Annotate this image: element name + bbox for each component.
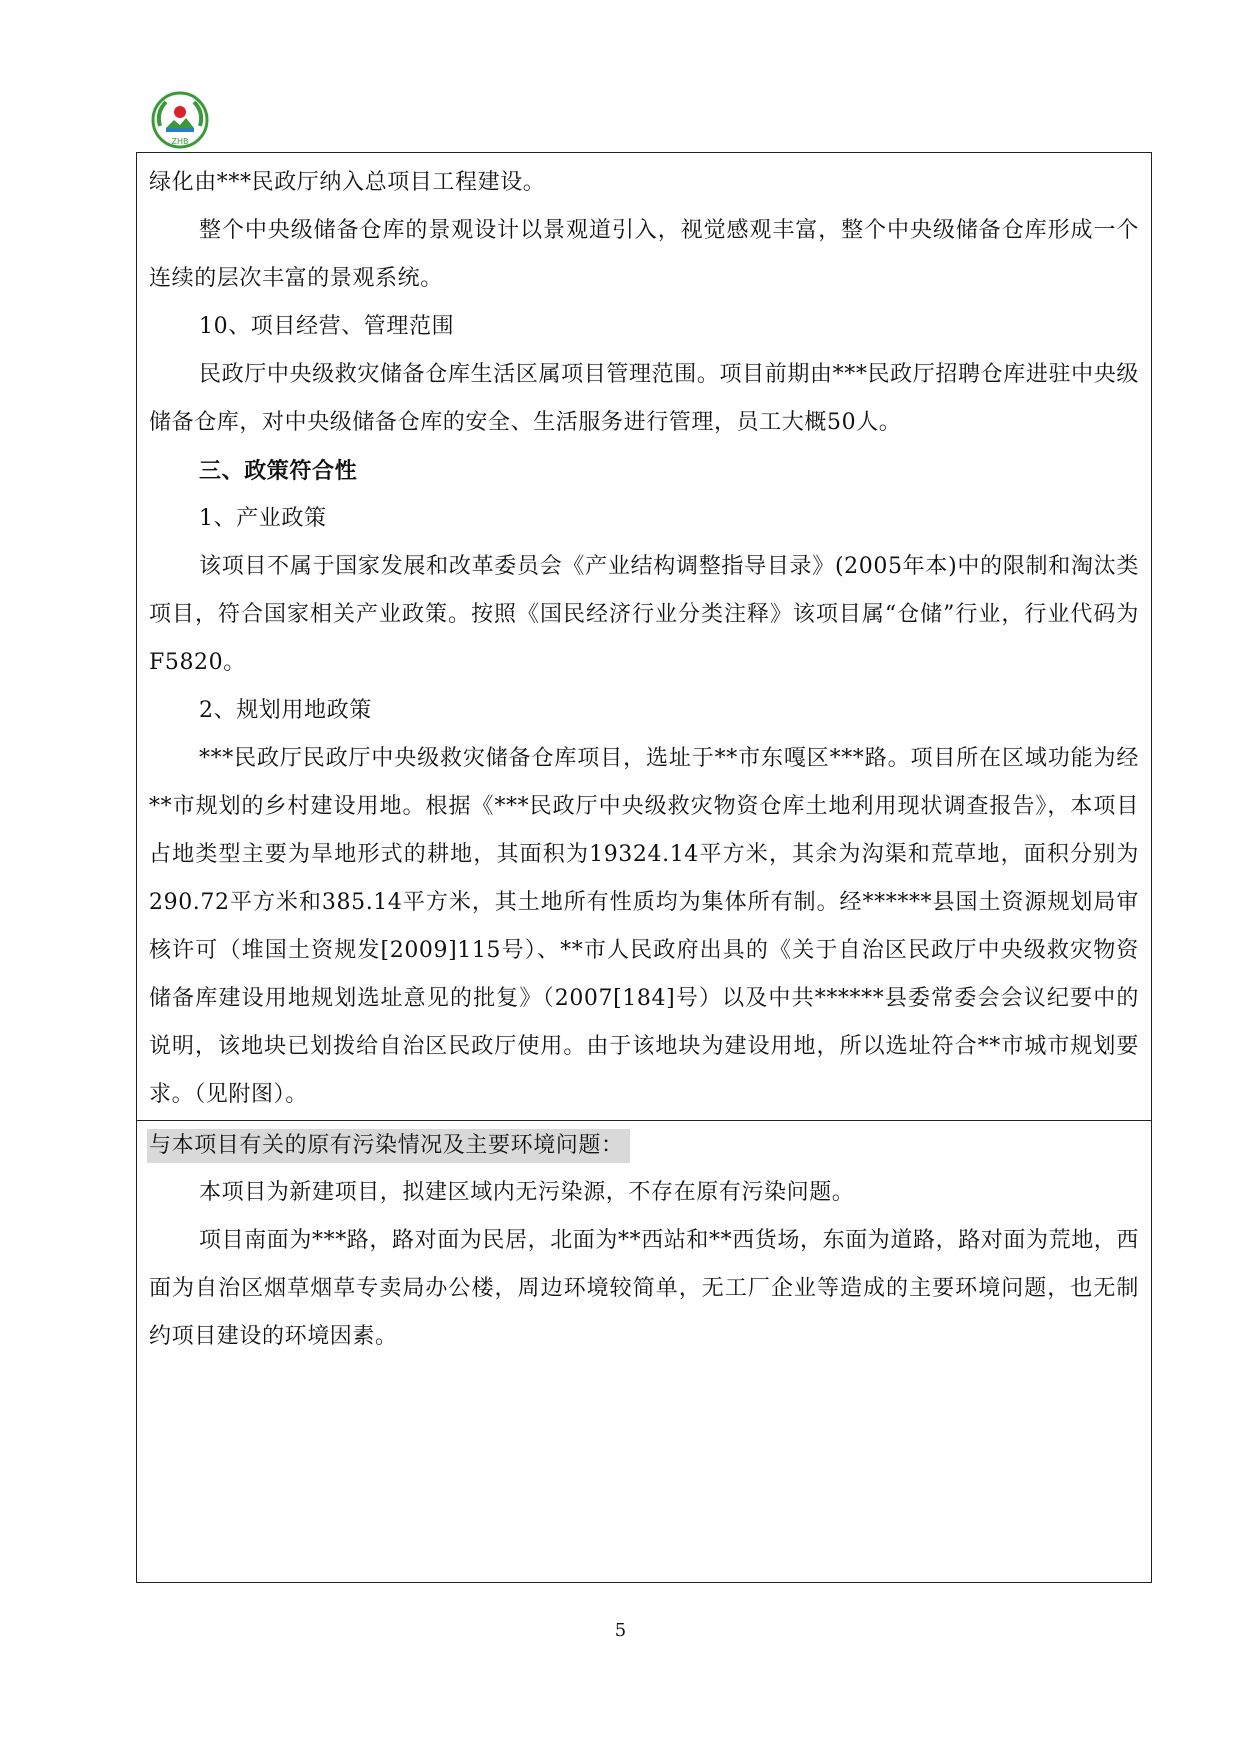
paragraph-greening: 绿化由***民政厅纳入总项目工程建设。	[149, 170, 546, 195]
paragraph-management-scope: 民政厅中央级救灾储备仓库生活区属项目管理范围。项目前期由***民政厅招聘仓库进驻中央级储备仓库，对中央级储备仓库的安全、生活服务进行管理，员工大概50人。	[149, 362, 1139, 435]
paragraph-industrial-policy: 该项目不属于国家发展和改革委员会《产业结构调整指导目录》(2005年本)中的限制和淘汰类项目，符合国家相关产业政策。按照《国民经济行业分类注释》该项目属“仓储”行业，行业代码为F5820。	[149, 554, 1139, 675]
zhb-logo-icon	[150, 90, 210, 150]
paragraph-surroundings: 项目南面为***路，路对面为民居，北面为**西站和**西货场，东面为道路，路对面为荒地，西面为自治区烟草烟草专卖局办公楼，周边环境较简单，无工厂企业等造成的主要环境问题，也无制约项目建设的环境因素。	[149, 1228, 1140, 1349]
paragraph-no-pollution: 本项目为新建项目，拟建区域内无污染源，不存在原有污染问题。	[199, 1180, 855, 1205]
paragraph-landscape: 整个中央级储备仓库的景观设计以景观道引入，视觉感观丰富，整个中央级储备仓库形成一个连续的层次丰富的景观系统。	[149, 218, 1139, 291]
svg-text:ZHB: ZHB	[171, 137, 189, 146]
page-number: 5	[614, 1620, 627, 1641]
paragraph-land-use-policy: ***民政厅民政厅中央级救灾储备仓库项目，选址于**市东嘎区***路。项目所在区域功能为经**市规划的乡村建设用地。根据《***民政厅中央级救灾物资仓库土地利用现状调查报告》，本项目占地类型主要为旱地形式的耕地，其面积为19324.14平方米，其余为沟渠和荒草地，面积分别为290.72平方米和385.14平方米，其土地所有性质均为集体所有制。经******县国土资源规划局审核许可（堆国土资规发[2009]115号）、**市人民政府出具的《关于自治区民政厅中央级救灾物资储备库建设用地规划选址意见的批复》（2007[184]号）以及中共******县委常委会会议纪要中的说明，该地块已划拨给自治区民政厅使用。由于该地块为建设用地，所以选址符合**市城市规划要求。（见附图）。	[149, 746, 1139, 1107]
heading-policy-compliance: 三、政策符合性	[199, 458, 358, 484]
heading-management-scope: 10、项目经营、管理范围	[199, 314, 455, 339]
zhb-logo	[150, 90, 210, 150]
heading-land-use-policy: 2、规划用地政策	[199, 698, 372, 723]
content-table	[136, 152, 1152, 1583]
heading-industrial-policy: 1、产业政策	[199, 506, 327, 531]
section-divider	[137, 1120, 1151, 1121]
heading-pollution-issues: 与本项目有关的原有污染情况及主要环境问题：	[147, 1129, 630, 1163]
